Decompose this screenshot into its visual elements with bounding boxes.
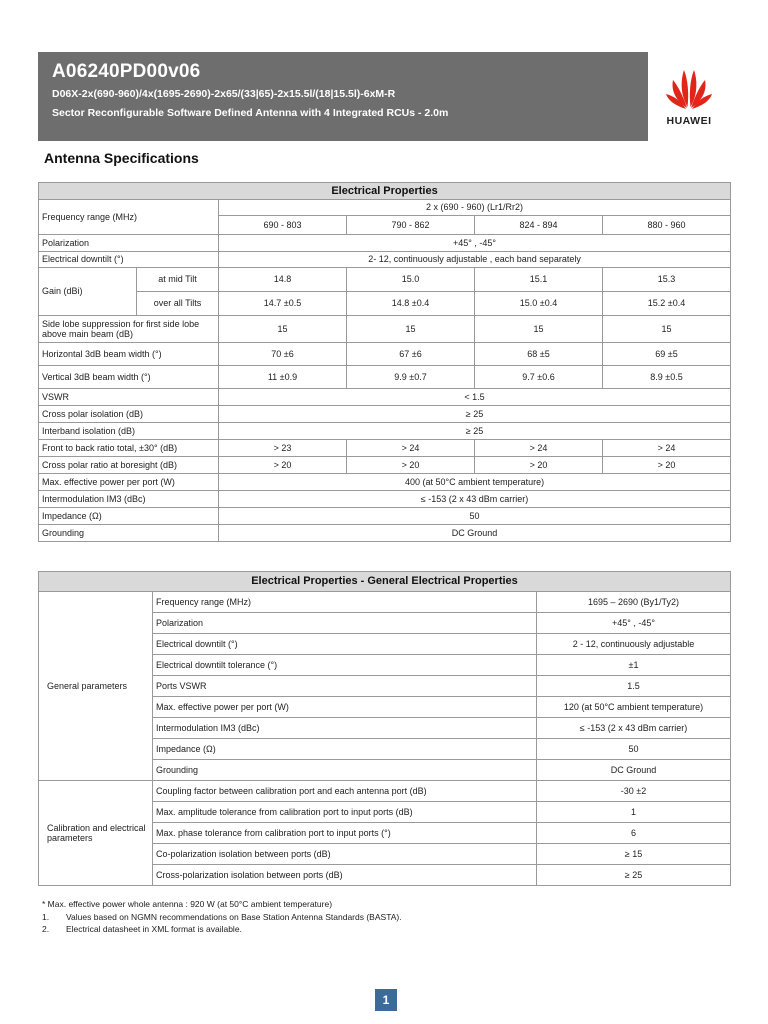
footnote-1: [42, 911, 402, 924]
value-cell: -30 ±2: [537, 781, 731, 802]
footnote-number: 1.: [42, 911, 50, 922]
value-cell: 1.5: [537, 676, 731, 697]
value-cell: 15: [475, 316, 603, 343]
value-cell: 14.8: [219, 268, 347, 292]
value-cell: 14.7 ±0.5: [219, 292, 347, 316]
table-title: Electrical Properties - General Electrical Properties: [39, 572, 731, 592]
value-cell: > 20: [475, 457, 603, 474]
value-cell: ≥ 15: [537, 844, 731, 865]
row-label: Grounding: [153, 760, 537, 781]
value-cell: 69 ±5: [603, 343, 731, 366]
row-label: Impedance (Ω): [39, 508, 219, 525]
huawei-flower-icon: [665, 66, 713, 110]
electrical-properties-table: [38, 182, 731, 542]
row-label: Electrical downtilt tolerance (°): [153, 655, 537, 676]
document-header: [38, 52, 730, 141]
band-cell: 690 - 803: [219, 216, 347, 235]
row-label: Frequency range (MHz): [39, 200, 219, 235]
group-label: Calibration and electrical parameters: [39, 781, 153, 886]
row-label: Cross polar isolation (dB): [39, 406, 219, 423]
value-cell: 50: [537, 739, 731, 760]
huawei-logo: [648, 52, 730, 141]
page-number: 1: [375, 989, 397, 1011]
value-cell: 70 ±6: [219, 343, 347, 366]
brand-name: HUAWEI: [666, 115, 712, 127]
row-label: Interband isolation (dB): [39, 423, 219, 440]
value-cell: 9.9 ±0.7: [347, 366, 475, 389]
row-label: Intermodulation IM3 (dBc): [153, 718, 537, 739]
value-cell: > 20: [219, 457, 347, 474]
value-cell: ≤ -153 (2 x 43 dBm carrier): [537, 718, 731, 739]
row-label: Cross polar ratio at boresight (dB): [39, 457, 219, 474]
value-cell: 120 (at 50°C ambient temperature): [537, 697, 731, 718]
value-cell: DC Ground: [537, 760, 731, 781]
footnote-star: * Max. effective power whole antenna : 920 W (at 50°C ambient temperature): [42, 899, 333, 909]
band-cell: 824 - 894: [475, 216, 603, 235]
sub-label: at mid Tilt: [137, 268, 219, 292]
row-label: Ports VSWR: [153, 676, 537, 697]
value-cell: 1695 – 2690 (By1/Ty2): [537, 592, 731, 613]
section-title: Antenna Specifications: [44, 150, 199, 166]
row-label: Co-polarization isolation between ports (dB): [153, 844, 537, 865]
value-cell: ≥ 25: [537, 865, 731, 886]
row-label: Gain (dBi): [39, 268, 137, 316]
value-cell: 15: [603, 316, 731, 343]
value-cell: > 24: [347, 440, 475, 457]
row-label: Side lobe suppression for first side lobe above main beam (dB): [39, 316, 219, 343]
value-cell: +45° , -45°: [219, 235, 731, 252]
band-cell: 880 - 960: [603, 216, 731, 235]
row-label: Max. amplitude tolerance from calibration port to input ports (dB): [153, 802, 537, 823]
row-label: Grounding: [39, 525, 219, 542]
value-cell: 15: [347, 316, 475, 343]
row-label: Frequency range (MHz): [153, 592, 537, 613]
row-label: Front to back ratio total, ±30° (dB): [39, 440, 219, 457]
value-cell: 6: [537, 823, 731, 844]
value-cell: ≥ 25: [219, 406, 731, 423]
value-cell: 68 ±5: [475, 343, 603, 366]
row-label: Max. phase tolerance from calibration port to input ports (°): [153, 823, 537, 844]
footnote-text: Electrical datasheet in XML format is available.: [66, 924, 242, 934]
value-cell: > 24: [475, 440, 603, 457]
band-cell: 790 - 862: [347, 216, 475, 235]
row-label: Max. effective power per port (W): [153, 697, 537, 718]
row-label: Electrical downtilt (°): [39, 252, 219, 268]
row-label: Impedance (Ω): [153, 739, 537, 760]
value-cell: 8.9 ±0.5: [603, 366, 731, 389]
footnotes: [42, 898, 402, 936]
value-cell: 400 (at 50°C ambient temperature): [219, 474, 731, 491]
value-cell: ≤ -153 (2 x 43 dBm carrier): [219, 491, 731, 508]
value-cell: DC Ground: [219, 525, 731, 542]
row-label: Max. effective power per port (W): [39, 474, 219, 491]
row-label: Intermodulation IM3 (dBc): [39, 491, 219, 508]
value-cell: 15: [219, 316, 347, 343]
value-cell: 67 ±6: [347, 343, 475, 366]
value-cell: 15.2 ±0.4: [603, 292, 731, 316]
value-cell: 15.1: [475, 268, 603, 292]
row-label: Polarization: [153, 613, 537, 634]
row-label: Cross-polarization isolation between ports (dB): [153, 865, 537, 886]
value-cell: < 1.5: [219, 389, 731, 406]
group-label: General parameters: [39, 592, 153, 781]
value-cell: 15.0: [347, 268, 475, 292]
value-cell: > 20: [603, 457, 731, 474]
row-label: Horizontal 3dB beam width (°): [39, 343, 219, 366]
value-cell: ≥ 25: [219, 423, 731, 440]
frequency-span: 2 x (690 - 960) (Lr1/Rr2): [219, 200, 731, 216]
value-cell: 50: [219, 508, 731, 525]
value-cell: +45° , -45°: [537, 613, 731, 634]
table-title: Electrical Properties: [39, 183, 731, 200]
value-cell: 15.3: [603, 268, 731, 292]
row-label: Coupling factor between calibration port and each antenna port (dB): [153, 781, 537, 802]
value-cell: 9.7 ±0.6: [475, 366, 603, 389]
model-code: D06X-2x(690-960)/4x(1695-2690)-2x65/(33|65)-2x15.5l/(18|15.5l)-6xM-R: [52, 88, 396, 100]
sub-label: over all Tilts: [137, 292, 219, 316]
value-cell: > 23: [219, 440, 347, 457]
value-cell: > 24: [603, 440, 731, 457]
value-cell: 1: [537, 802, 731, 823]
row-label: VSWR: [39, 389, 219, 406]
value-cell: 2- 12, continuously adjustable , each band separately: [219, 252, 731, 268]
value-cell: 14.8 ±0.4: [347, 292, 475, 316]
row-label: Vertical 3dB beam width (°): [39, 366, 219, 389]
footnote-number: 2.: [42, 924, 50, 934]
product-description: Sector Reconfigurable Software Defined Antenna with 4 Integrated RCUs - 2.0m: [52, 107, 449, 119]
value-cell: ±1: [537, 655, 731, 676]
footnote-text: Values based on NGMN recommendations on Base Station Antenna Standards (BASTA).: [66, 911, 402, 922]
value-cell: 11 ±0.9: [219, 366, 347, 389]
general-electrical-properties-table: [38, 571, 731, 886]
value-cell: > 20: [347, 457, 475, 474]
value-cell: 2 - 12, continuously adjustable: [537, 634, 731, 655]
document-id: A06240PD00v06: [52, 61, 201, 82]
row-label: Electrical downtilt (°): [153, 634, 537, 655]
value-cell: 15.0 ±0.4: [475, 292, 603, 316]
footnote-2: [42, 923, 402, 936]
row-label: Polarization: [39, 235, 219, 252]
